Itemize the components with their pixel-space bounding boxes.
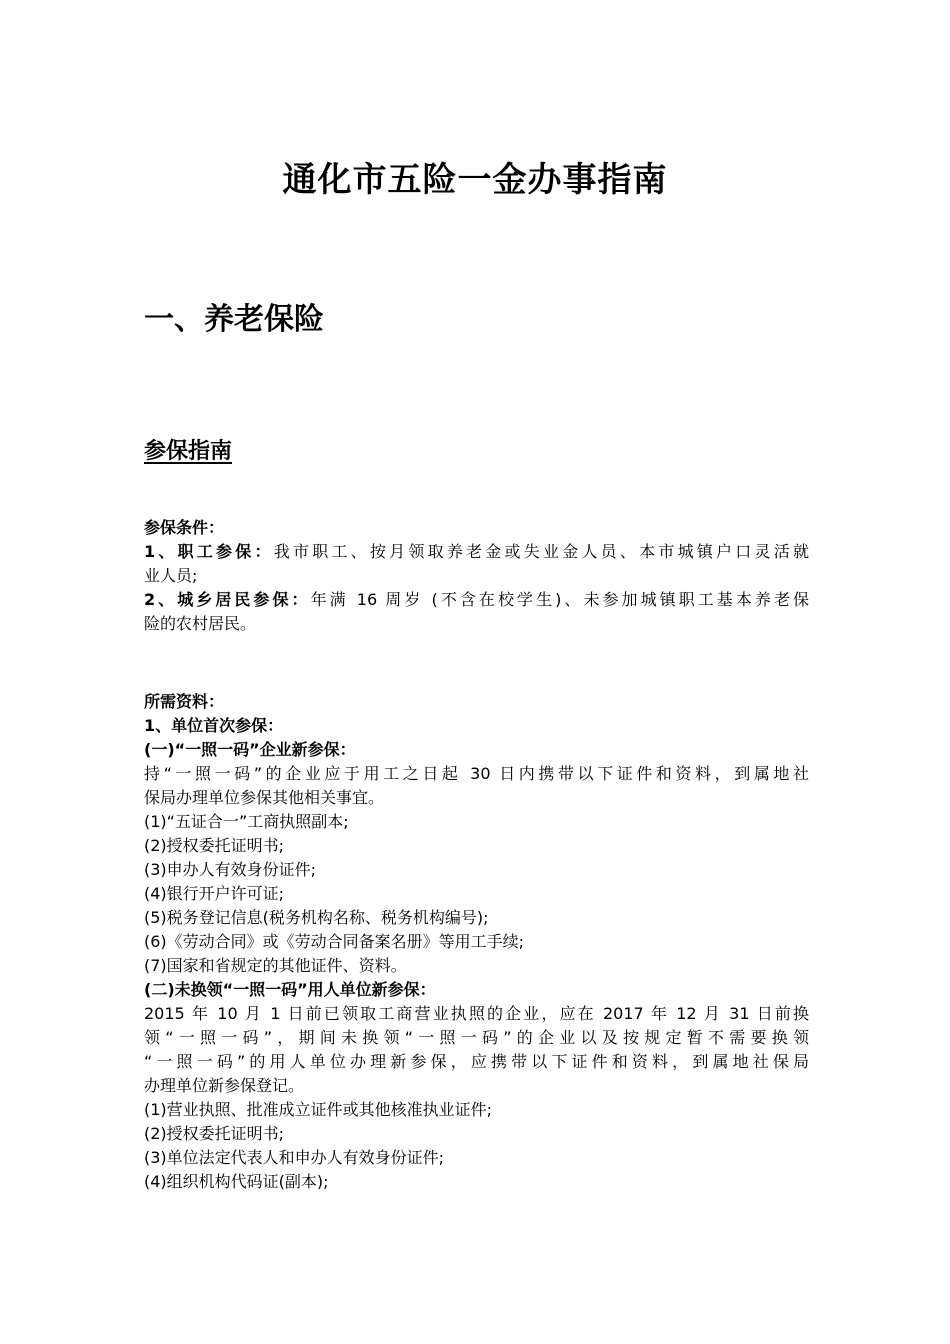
list-item: (4)组织机构代码证(副本);: [144, 1172, 329, 1191]
list-item: (6)《劳动合同》或《劳动合同备案名册》等用工手续;: [144, 932, 525, 951]
condition-item-label: 2、城乡居民参保：: [144, 590, 311, 609]
paragraph-line: “一照一码”的用人单位办理新参保，应携带以下证件和资料，到属地社保局: [144, 1052, 809, 1071]
conditions-heading: 参保条件：: [144, 518, 225, 537]
paragraph-line: 保局办理单位参保其他相关事宜。: [144, 788, 385, 807]
document-title: 通化市五险一金办事指南: [282, 160, 668, 200]
condition-item-text-cont: 险的农村居民。: [144, 614, 257, 633]
condition-item-label: 1、职工参保：: [144, 542, 274, 561]
materials-sub-no-one-license: (二)未换领“一照一码”用人单位新参保：: [144, 980, 436, 999]
paragraph-line: 领“一照一码”，期间未换领“一照一码”的企业以及按规定暂不需要换领: [144, 1028, 809, 1047]
materials-sub-one-license: (一)“一照一码”企业新参保：: [144, 740, 356, 759]
materials-sub-first-enrollment: 1、单位首次参保：: [144, 716, 284, 735]
list-item: (2)授权委托证明书;: [144, 836, 285, 855]
list-item: (4)银行开户许可证;: [144, 884, 285, 903]
list-item: (3)单位法定代表人和申办人有效身份证件;: [144, 1148, 445, 1167]
list-item: (1)“五证合一”工商执照副本;: [144, 812, 349, 831]
section-heading-pension: 一、养老保险: [144, 302, 324, 337]
required-materials: [144, 690, 809, 1194]
list-item: (7)国家和省规定的其他证件、资料。: [144, 956, 407, 975]
materials-heading: 所需资料：: [144, 692, 225, 711]
enrollment-conditions: [144, 516, 809, 636]
paragraph-line: 办理单位新参保登记。: [144, 1076, 305, 1095]
list-item: (5)税务登记信息(税务机构名称、税务机构编号);: [144, 908, 489, 927]
list-item: (3)申办人有效身份证件;: [144, 860, 317, 879]
list-item: (1)营业执照、批准成立证件或其他核准执业证件;: [144, 1100, 493, 1119]
condition-item-employee: [144, 540, 809, 564]
list-item: (2)授权委托证明书;: [144, 1124, 285, 1143]
condition-item-text: 我市职工、按月领取养老金或失业金人员、本市城镇户口灵活就: [273, 542, 809, 561]
paragraph-line: 持“一照一码”的企业应于用工之日起 30 日内携带以下证件和资料，到属地社: [144, 764, 809, 783]
condition-item-text: 年满 16 周岁 (不含在校学生)、未参加城镇职工基本养老保: [310, 590, 809, 609]
paragraph-line: 2015 年 10 月 1 日前已领取工商营业执照的企业，应在 2017 年 12 月 31 日前换: [144, 1004, 809, 1023]
condition-item-resident: [144, 588, 809, 612]
condition-item-text-cont: 业人员;: [144, 566, 198, 585]
sub-heading-enrollment-guide: 参保指南: [144, 439, 233, 464]
